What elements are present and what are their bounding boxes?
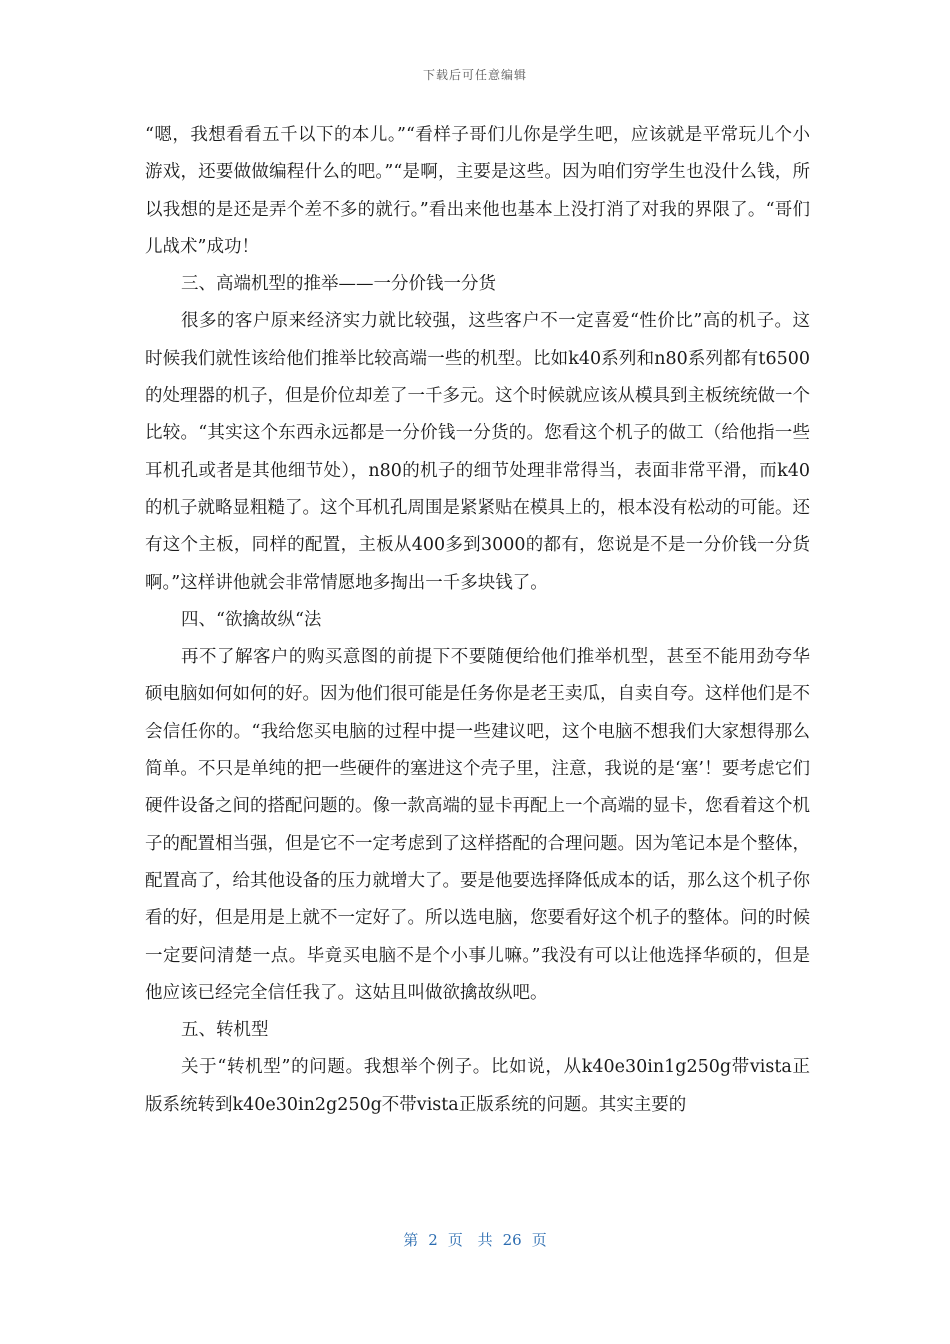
footer-label-page: 第 [403,1231,419,1249]
document-body [145,117,810,1124]
footer-label-end: 页 [531,1231,547,1249]
section-heading-3: 三、高端机型的推举——一分价钱一分货 [181,274,496,295]
page-header: 下载后可任意编辑 [422,68,527,82]
paragraph-strategy: 再不了解客户的购买意图的前提下不要随便给他们推举机型，甚至不能用劲夸华硕电脑如何如何的好。因为他们很可能是任务你是老王卖瓜，自卖自夸。这样他们是不会信任你的。“我给您买电脑的过程中提一些建议吧，这个电脑不想我们大家想得那么简单。不只是单纯的把一些硬件的塞进这个壳子里，注意，我说的是‘塞’！要考虑它们硬件设备之间的搭配问题的。像一款高端的显卡再配上一个高端的显卡，您看着这个机子的配置相当强，但是它不一定考虑到了这样搭配的合理问题。因为笔记本是个整体，配置高了，给其他设备的压力就增大了。要是他要选择降低成本的话，那么这个机子你看的好，但是用是上就不一定好了。所以选电脑，您要看好这个机子的整体。问的时候一定要问清楚一点。毕竟买电脑不是个小事儿嘛。”我没有可以让他选择华硕的，但是他应该已经完全信任我了。这姑且叫做欲擒故纵吧。 [145,647,810,1003]
paragraph-switch-model: 关于“转机型”的问题。我想举个例子。比如说，从k40e30in1g250g带vista正版系统转到k40e30in2g250g不带vista正版系统的问题。其实主要的 [145,1057,810,1115]
section-heading-5: 五、转机型 [181,1020,269,1041]
paragraph-dialogue: “嗯，我想看看五千以下的本儿。”“看样子哥们儿你是学生吧，应该就是平常玩儿个小游戏，还要做做编程什么的吧。”“是啊，主要是这些。因为咱们穷学生也没什么钱，所以我想的是还是弄个差不多的就行。”看出来他也基本上没打消了对我的界限了。“哥们儿战术”成功！ [145,125,810,257]
footer-label-of: 页 共 [447,1231,493,1249]
footer-total-pages: 26 [502,1231,522,1249]
footer-current-page: 2 [428,1231,438,1249]
section-heading-4: 四、“欲擒故纵“法 [181,609,322,630]
page-footer [0,1229,950,1250]
paragraph-high-end: 很多的客户原来经济实力就比较强，这些客户不一定喜爱“性价比”高的机子。这时候我们就性该给他们推举比较高端一些的机型。比如k40系列和n80系列都有t6500的处理器的机子，但是价位却差了一千多元。这个时候就应该从模具到主板统统做一个比较。“其实这个东西永远都是一分价钱一分货的。您看这个机子的做工（给他指一些耳机孔或者是其他细节处），n80的机子的细节处理非常得当，表面非常平滑，而k40的机子就略显粗糙了。这个耳机孔周围是紧紧贴在模具上的，根本没有松动的可能。还有这个主板，同样的配置，主板从400多到3000的都有，您说是不是一分价钱一分货啊。”这样讲他就会非常情愿地多掏出一千多块钱了。 [145,311,810,593]
